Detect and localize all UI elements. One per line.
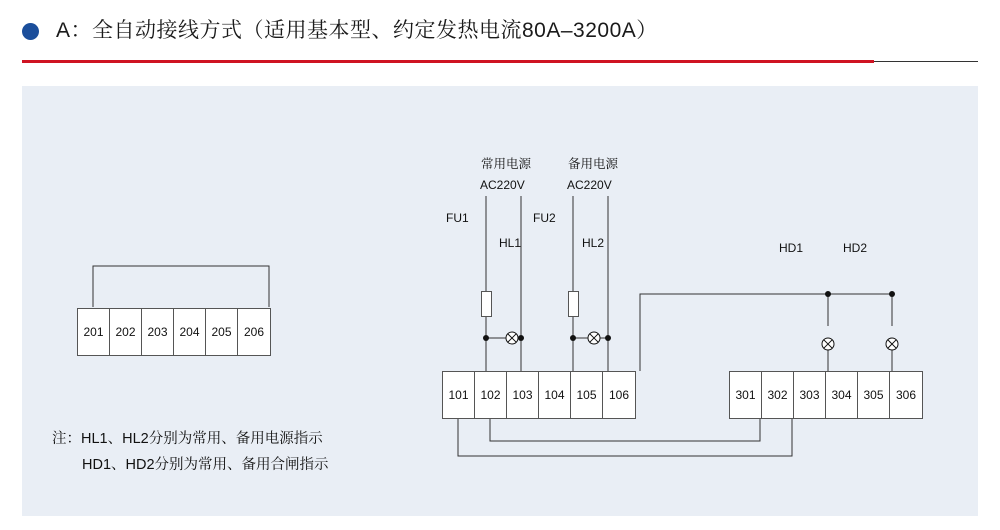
terminal-block-100: [442, 371, 636, 419]
header-rule-red: [22, 60, 874, 63]
terminal-206: 206: [243, 325, 265, 339]
source-label-common-cn: 常用电源: [481, 157, 532, 171]
diagram-panel: [22, 86, 978, 516]
terminal-302: 302: [762, 372, 794, 418]
terminal-102: 102: [475, 372, 507, 418]
fuse-fu1-label: FU1: [446, 211, 469, 225]
terminal-205: 205: [206, 309, 238, 355]
note-line-2: HD1、HD2分别为常用、备用合闸指示: [82, 457, 329, 473]
terminal-103: 103: [507, 372, 539, 418]
bullet-icon: [22, 23, 39, 40]
source-label-standby-voltage: AC220V: [567, 178, 612, 192]
terminal-block-300: [729, 371, 923, 419]
source-label-common-voltage: AC220V: [480, 178, 525, 192]
terminal-303: 303: [794, 372, 826, 418]
page-header: [0, 0, 1000, 62]
terminal-304: 304: [826, 372, 858, 418]
lamp-hl2-label: HL2: [582, 236, 605, 250]
terminal-306: 306: [895, 388, 917, 402]
diagram-note: [52, 426, 329, 478]
terminal-204: 204: [174, 309, 206, 355]
fuse-fu2-body: [568, 291, 579, 317]
terminal-202: 202: [110, 309, 142, 355]
note-line-1: 注：HL1、HL2分别为常用、备用电源指示: [52, 431, 323, 447]
lamp-hd2-label: HD2: [843, 241, 868, 255]
terminal-203: 203: [142, 309, 174, 355]
header-rule-dark: [874, 61, 978, 62]
terminal-105: 105: [571, 372, 603, 418]
wiring-diagram: [22, 86, 978, 516]
terminal-305: 305: [858, 372, 890, 418]
source-label-standby-cn: 备用电源: [568, 157, 619, 171]
terminal-201: 201: [78, 309, 110, 355]
fuse-fu2-label: FU2: [533, 211, 556, 225]
terminal-block-200: [77, 308, 271, 356]
terminal-104: 104: [539, 372, 571, 418]
terminal-106: 106: [608, 388, 630, 402]
lamp-hl1-label: HL1: [499, 236, 522, 250]
terminal-101: 101: [443, 372, 475, 418]
terminal-301: 301: [730, 372, 762, 418]
fuse-fu1-body: [481, 291, 492, 317]
page-title: A：全自动接线方式（适用基本型、约定发热电流80A–3200A）: [56, 19, 658, 42]
lamp-hd1-label: HD1: [779, 241, 804, 255]
